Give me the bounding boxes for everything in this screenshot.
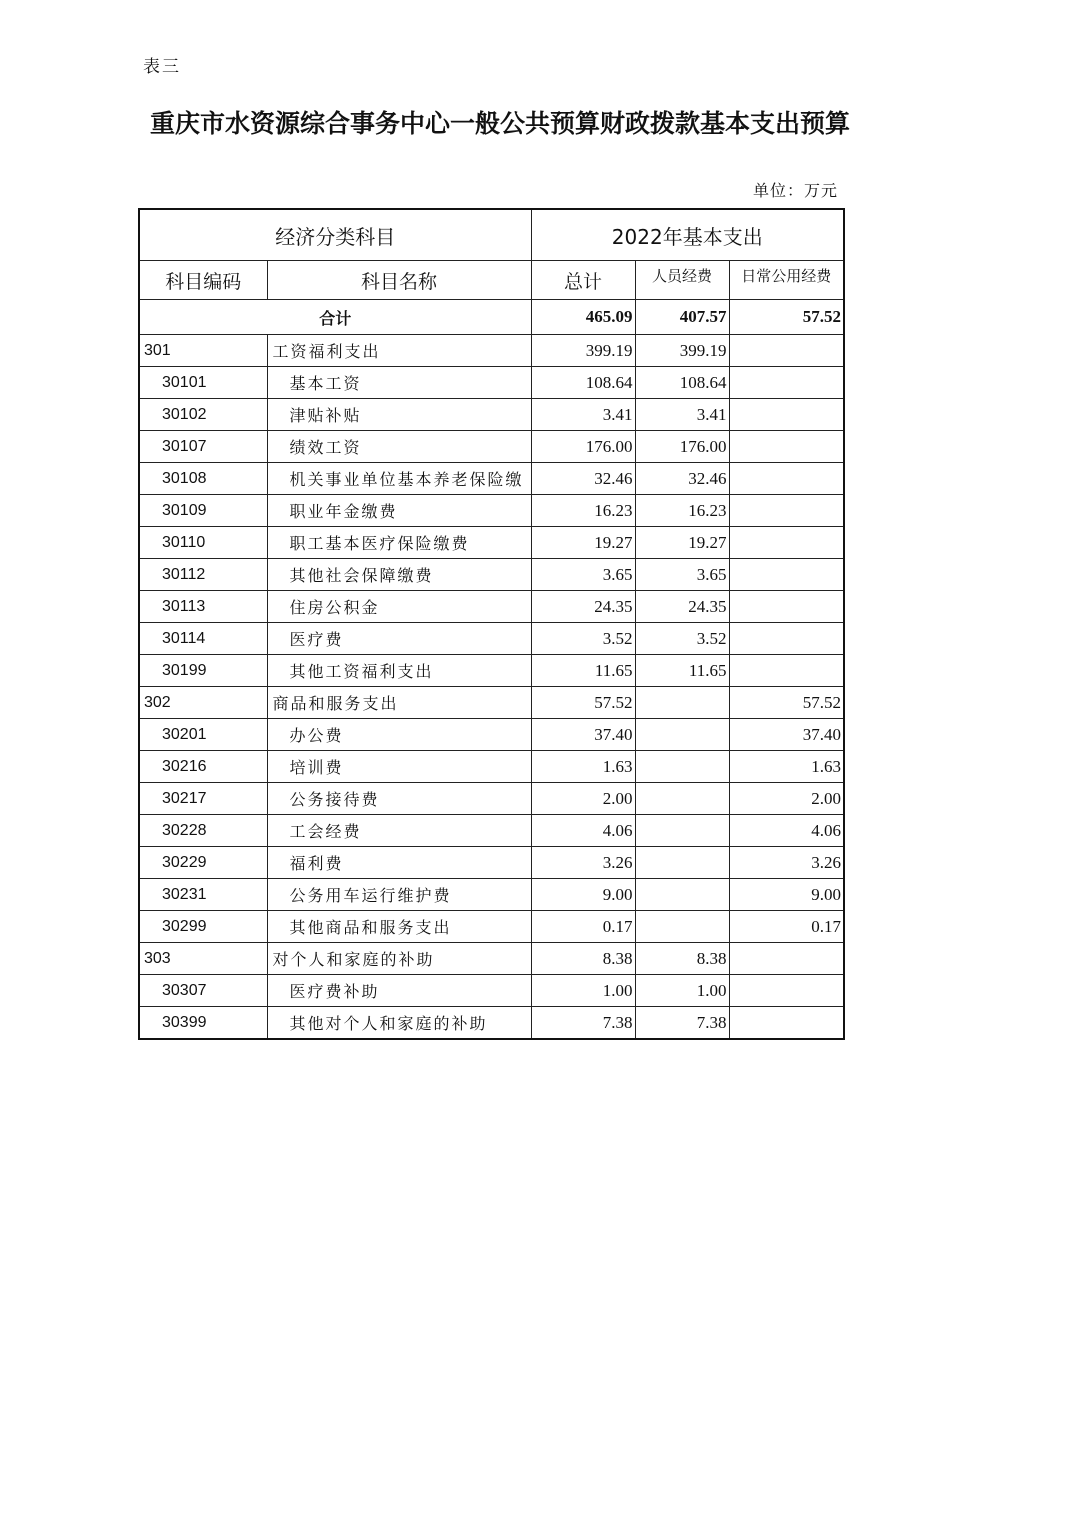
row-personnel: 108.64 (635, 367, 729, 399)
table-row (139, 815, 844, 847)
row-public (729, 559, 844, 591)
row-public: 4.06 (729, 815, 844, 847)
table-row (139, 719, 844, 751)
row-name: 基本工资 (267, 367, 531, 399)
row-personnel (635, 815, 729, 847)
table-row (139, 655, 844, 687)
row-personnel (635, 847, 729, 879)
row-code: 30299 (139, 911, 267, 943)
row-public: 57.52 (729, 687, 844, 719)
row-public (729, 975, 844, 1007)
header-code: 科目编码 (139, 261, 267, 300)
row-name: 其他商品和服务支出 (267, 911, 531, 943)
row-personnel (635, 783, 729, 815)
row-name: 绩效工资 (267, 431, 531, 463)
total-public: 57.52 (729, 300, 844, 335)
row-name: 商品和服务支出 (267, 687, 531, 719)
row-name: 培训费 (267, 751, 531, 783)
row-name: 工资福利支出 (267, 335, 531, 367)
row-code: 30101 (139, 367, 267, 399)
header-total: 总计 (531, 261, 635, 300)
row-total: 0.17 (531, 911, 635, 943)
row-personnel: 7.38 (635, 1007, 729, 1040)
row-code: 30217 (139, 783, 267, 815)
row-total: 37.40 (531, 719, 635, 751)
total-label: 合计 (139, 300, 531, 335)
row-total: 3.41 (531, 399, 635, 431)
row-code: 30102 (139, 399, 267, 431)
row-total: 9.00 (531, 879, 635, 911)
row-public (729, 399, 844, 431)
page-title (0, 104, 1000, 140)
row-total: 16.23 (531, 495, 635, 527)
header-name: 科目名称 (267, 261, 531, 300)
row-name: 职工基本医疗保险缴费 (267, 527, 531, 559)
row-public: 0.17 (729, 911, 844, 943)
row-name: 医疗费补助 (267, 975, 531, 1007)
row-code: 30199 (139, 655, 267, 687)
row-code: 30229 (139, 847, 267, 879)
table-row (139, 559, 844, 591)
row-total: 176.00 (531, 431, 635, 463)
row-personnel: 3.41 (635, 399, 729, 431)
row-code: 30108 (139, 463, 267, 495)
row-name: 福利费 (267, 847, 531, 879)
row-public (729, 1007, 844, 1040)
table-row (139, 1007, 844, 1040)
row-public (729, 335, 844, 367)
table-label: 表三 (143, 57, 181, 77)
row-total: 2.00 (531, 783, 635, 815)
page-title-text: 重庆市水资源综合事务中心一般公共预算财政拨款基本支出预算 (149, 109, 850, 138)
row-name: 公务用车运行维护费 (267, 879, 531, 911)
row-public (729, 463, 844, 495)
table-row (139, 591, 844, 623)
header-economic-category: 经济分类科目 (139, 209, 531, 261)
row-name: 职业年金缴费 (267, 495, 531, 527)
row-code: 30113 (139, 591, 267, 623)
row-name: 其他工资福利支出 (267, 655, 531, 687)
row-public: 1.63 (729, 751, 844, 783)
table-row (139, 943, 844, 975)
row-code: 30109 (139, 495, 267, 527)
table-row (139, 463, 844, 495)
row-personnel (635, 719, 729, 751)
row-code: 30110 (139, 527, 267, 559)
header-row-sub (139, 261, 844, 300)
total-personnel: 407.57 (635, 300, 729, 335)
row-code: 30228 (139, 815, 267, 847)
table-row (139, 783, 844, 815)
table-row (139, 911, 844, 943)
row-personnel: 8.38 (635, 943, 729, 975)
row-personnel: 19.27 (635, 527, 729, 559)
table-row (139, 847, 844, 879)
row-code: 303 (139, 943, 267, 975)
table-row (139, 431, 844, 463)
row-public (729, 623, 844, 655)
row-name: 住房公积金 (267, 591, 531, 623)
header-year-expenditure: 2022年基本支出 (531, 209, 844, 261)
row-public (729, 591, 844, 623)
row-total: 11.65 (531, 655, 635, 687)
table-row (139, 687, 844, 719)
row-total: 4.06 (531, 815, 635, 847)
row-personnel (635, 911, 729, 943)
row-name: 其他对个人和家庭的补助 (267, 1007, 531, 1040)
row-public: 9.00 (729, 879, 844, 911)
row-total: 7.38 (531, 1007, 635, 1040)
header-personnel: 人员经费 (635, 261, 729, 300)
row-total: 1.00 (531, 975, 635, 1007)
table-row (139, 879, 844, 911)
row-name: 工会经费 (267, 815, 531, 847)
row-personnel (635, 687, 729, 719)
table-row (139, 751, 844, 783)
row-name: 对个人和家庭的补助 (267, 943, 531, 975)
row-public (729, 655, 844, 687)
row-public: 2.00 (729, 783, 844, 815)
row-total: 108.64 (531, 367, 635, 399)
row-personnel: 3.52 (635, 623, 729, 655)
row-personnel: 3.65 (635, 559, 729, 591)
row-personnel: 32.46 (635, 463, 729, 495)
row-name: 医疗费 (267, 623, 531, 655)
table-row (139, 399, 844, 431)
row-public (729, 495, 844, 527)
row-personnel: 1.00 (635, 975, 729, 1007)
row-code: 30112 (139, 559, 267, 591)
row-personnel: 11.65 (635, 655, 729, 687)
row-name: 办公费 (267, 719, 531, 751)
row-total: 3.65 (531, 559, 635, 591)
table-row (139, 335, 844, 367)
row-public (729, 367, 844, 399)
row-public (729, 527, 844, 559)
row-code: 30114 (139, 623, 267, 655)
table-row (139, 495, 844, 527)
row-code: 30307 (139, 975, 267, 1007)
row-total: 19.27 (531, 527, 635, 559)
row-name: 其他社会保障缴费 (267, 559, 531, 591)
table-row (139, 367, 844, 399)
row-personnel (635, 879, 729, 911)
row-public: 37.40 (729, 719, 844, 751)
row-public (729, 943, 844, 975)
unit-label: 单位：万元 (752, 181, 838, 200)
row-name: 公务接待费 (267, 783, 531, 815)
row-public: 3.26 (729, 847, 844, 879)
row-personnel: 176.00 (635, 431, 729, 463)
row-code: 30231 (139, 879, 267, 911)
header-row-main (139, 209, 844, 261)
row-total: 8.38 (531, 943, 635, 975)
row-code: 301 (139, 335, 267, 367)
row-total: 399.19 (531, 335, 635, 367)
row-personnel: 24.35 (635, 591, 729, 623)
row-code: 30216 (139, 751, 267, 783)
row-name: 机关事业单位基本养老保险缴 (267, 463, 531, 495)
table-row (139, 975, 844, 1007)
table-row (139, 527, 844, 559)
row-personnel: 16.23 (635, 495, 729, 527)
budget-table (138, 208, 845, 1040)
row-code: 302 (139, 687, 267, 719)
total-row (139, 300, 844, 335)
row-total: 3.52 (531, 623, 635, 655)
row-public (729, 431, 844, 463)
row-total: 3.26 (531, 847, 635, 879)
row-total: 24.35 (531, 591, 635, 623)
row-total: 1.63 (531, 751, 635, 783)
row-personnel (635, 751, 729, 783)
row-total: 32.46 (531, 463, 635, 495)
header-public: 日常公用经费 (729, 261, 844, 300)
row-name: 津贴补贴 (267, 399, 531, 431)
row-code: 30107 (139, 431, 267, 463)
row-code: 30201 (139, 719, 267, 751)
row-total: 57.52 (531, 687, 635, 719)
row-personnel: 399.19 (635, 335, 729, 367)
row-code: 30399 (139, 1007, 267, 1040)
table-row (139, 623, 844, 655)
total-amount: 465.09 (531, 300, 635, 335)
